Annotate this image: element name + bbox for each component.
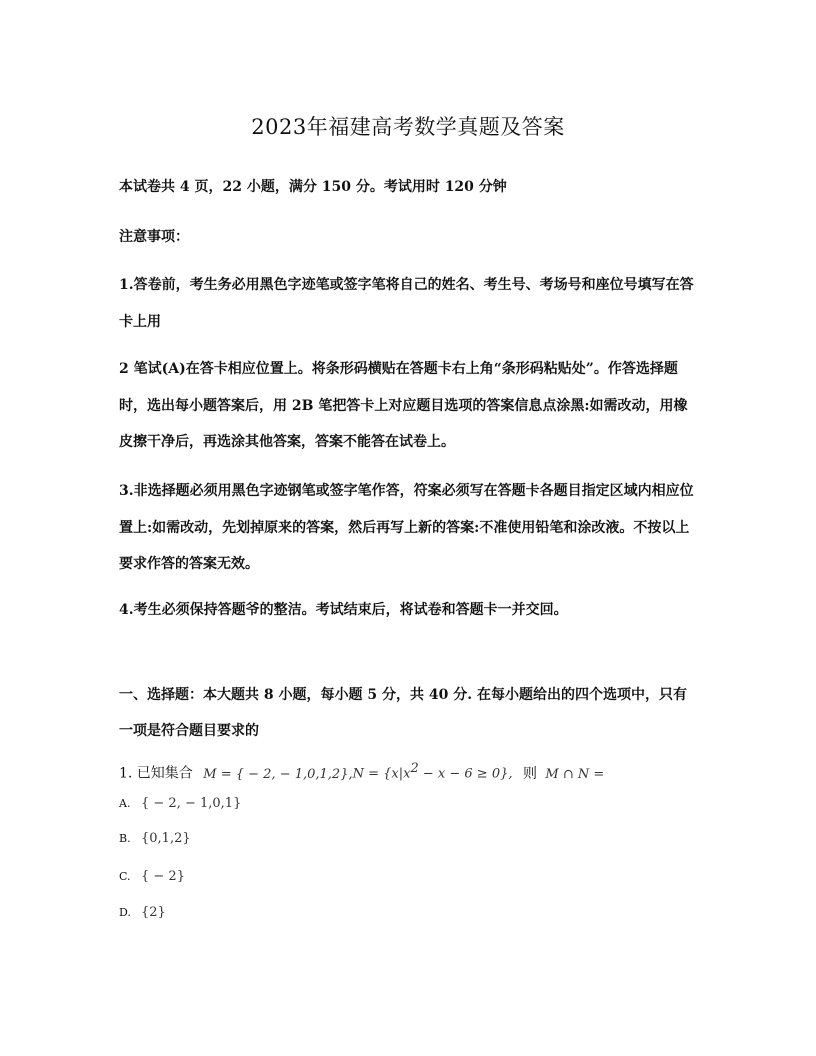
option-a-letter: A. bbox=[119, 797, 131, 810]
notice-2-line-b: 时，选出每小题答案后，用 2B 笔把答卡上对应题目选项的答案信息点涂黑:如需改动，用橡 bbox=[119, 398, 688, 414]
question-1-then: 则 bbox=[522, 765, 537, 782]
option-a-value: { − 2, − 1,0,1} bbox=[141, 796, 242, 811]
option-a bbox=[119, 796, 241, 811]
question-1-set-n-b: − x − 6 ≥ 0}, bbox=[418, 766, 513, 782]
option-c-value: { − 2} bbox=[141, 869, 185, 884]
notice-4: 4.考生必须保持答题爷的整洁。考试结束后，将试卷和答题卡一并交回。 bbox=[119, 602, 568, 618]
notice-1-line-a: 1.答卷前，考生务必用黑色字迹笔或签字笔将自己的姓名、考生号、考场号和座位号填写在答 bbox=[119, 277, 694, 293]
document-title: 2023年福建高考数学真题及答案 bbox=[251, 115, 565, 139]
notice-3-line-a: 3.非选择题必须用黑色字迹钢笔或签字笔作答，符案必须写在答题卡各题目指定区域内相应位 bbox=[119, 483, 694, 499]
option-c-letter: C. bbox=[119, 870, 131, 883]
option-b-value: {0,1,2} bbox=[141, 831, 191, 846]
question-1-set-n-a: N = {x|x bbox=[352, 766, 411, 782]
question-1-set-n-sup: 2 bbox=[410, 761, 419, 776]
option-d bbox=[119, 905, 166, 920]
question-1-expr: M ∩ N = bbox=[545, 766, 605, 782]
question-1-prefix: 1. 已知集合 bbox=[119, 765, 193, 782]
notice-2-line-a: 2 笔试(A)在答卡相应位置上。将条形码横贴在答题卡右上角“条形码粘贴处”。作答选择题 bbox=[119, 361, 678, 377]
notice-heading: 注意事项： bbox=[119, 229, 189, 245]
notice-3-line-b: 置上:如需改动，先划掉原来的答案，然后再写上新的答案:不准使用铅笔和涂改液。不按以上 bbox=[119, 520, 690, 536]
notice-2-line-c: 皮擦干净后，再选涂其他答案，答案不能答在试卷上。 bbox=[119, 434, 455, 450]
option-b bbox=[119, 831, 191, 846]
section-heading-line-a: 一、选择题：本大题共 8 小题，每小题 5 分，共 40 分. 在每小题给出的四个选项中，只有 bbox=[119, 687, 687, 703]
option-d-value: {2} bbox=[141, 905, 166, 920]
notice-3-line-c: 要求作答的答案无效。 bbox=[119, 556, 259, 572]
section-heading-line-b: 一项是符合题目要求的 bbox=[119, 723, 259, 739]
question-1 bbox=[119, 761, 604, 783]
option-c bbox=[119, 869, 185, 884]
notice-1-line-b: 卡上用 bbox=[119, 314, 161, 330]
exam-intro: 本试卷共 4 页，22 小题，满分 150 分。考试用时 120 分钟 bbox=[119, 179, 507, 195]
option-b-letter: B. bbox=[119, 832, 131, 845]
option-d-letter: D. bbox=[119, 906, 131, 919]
question-1-set-m: M = { − 2, − 1,0,1,2}, bbox=[203, 766, 353, 782]
